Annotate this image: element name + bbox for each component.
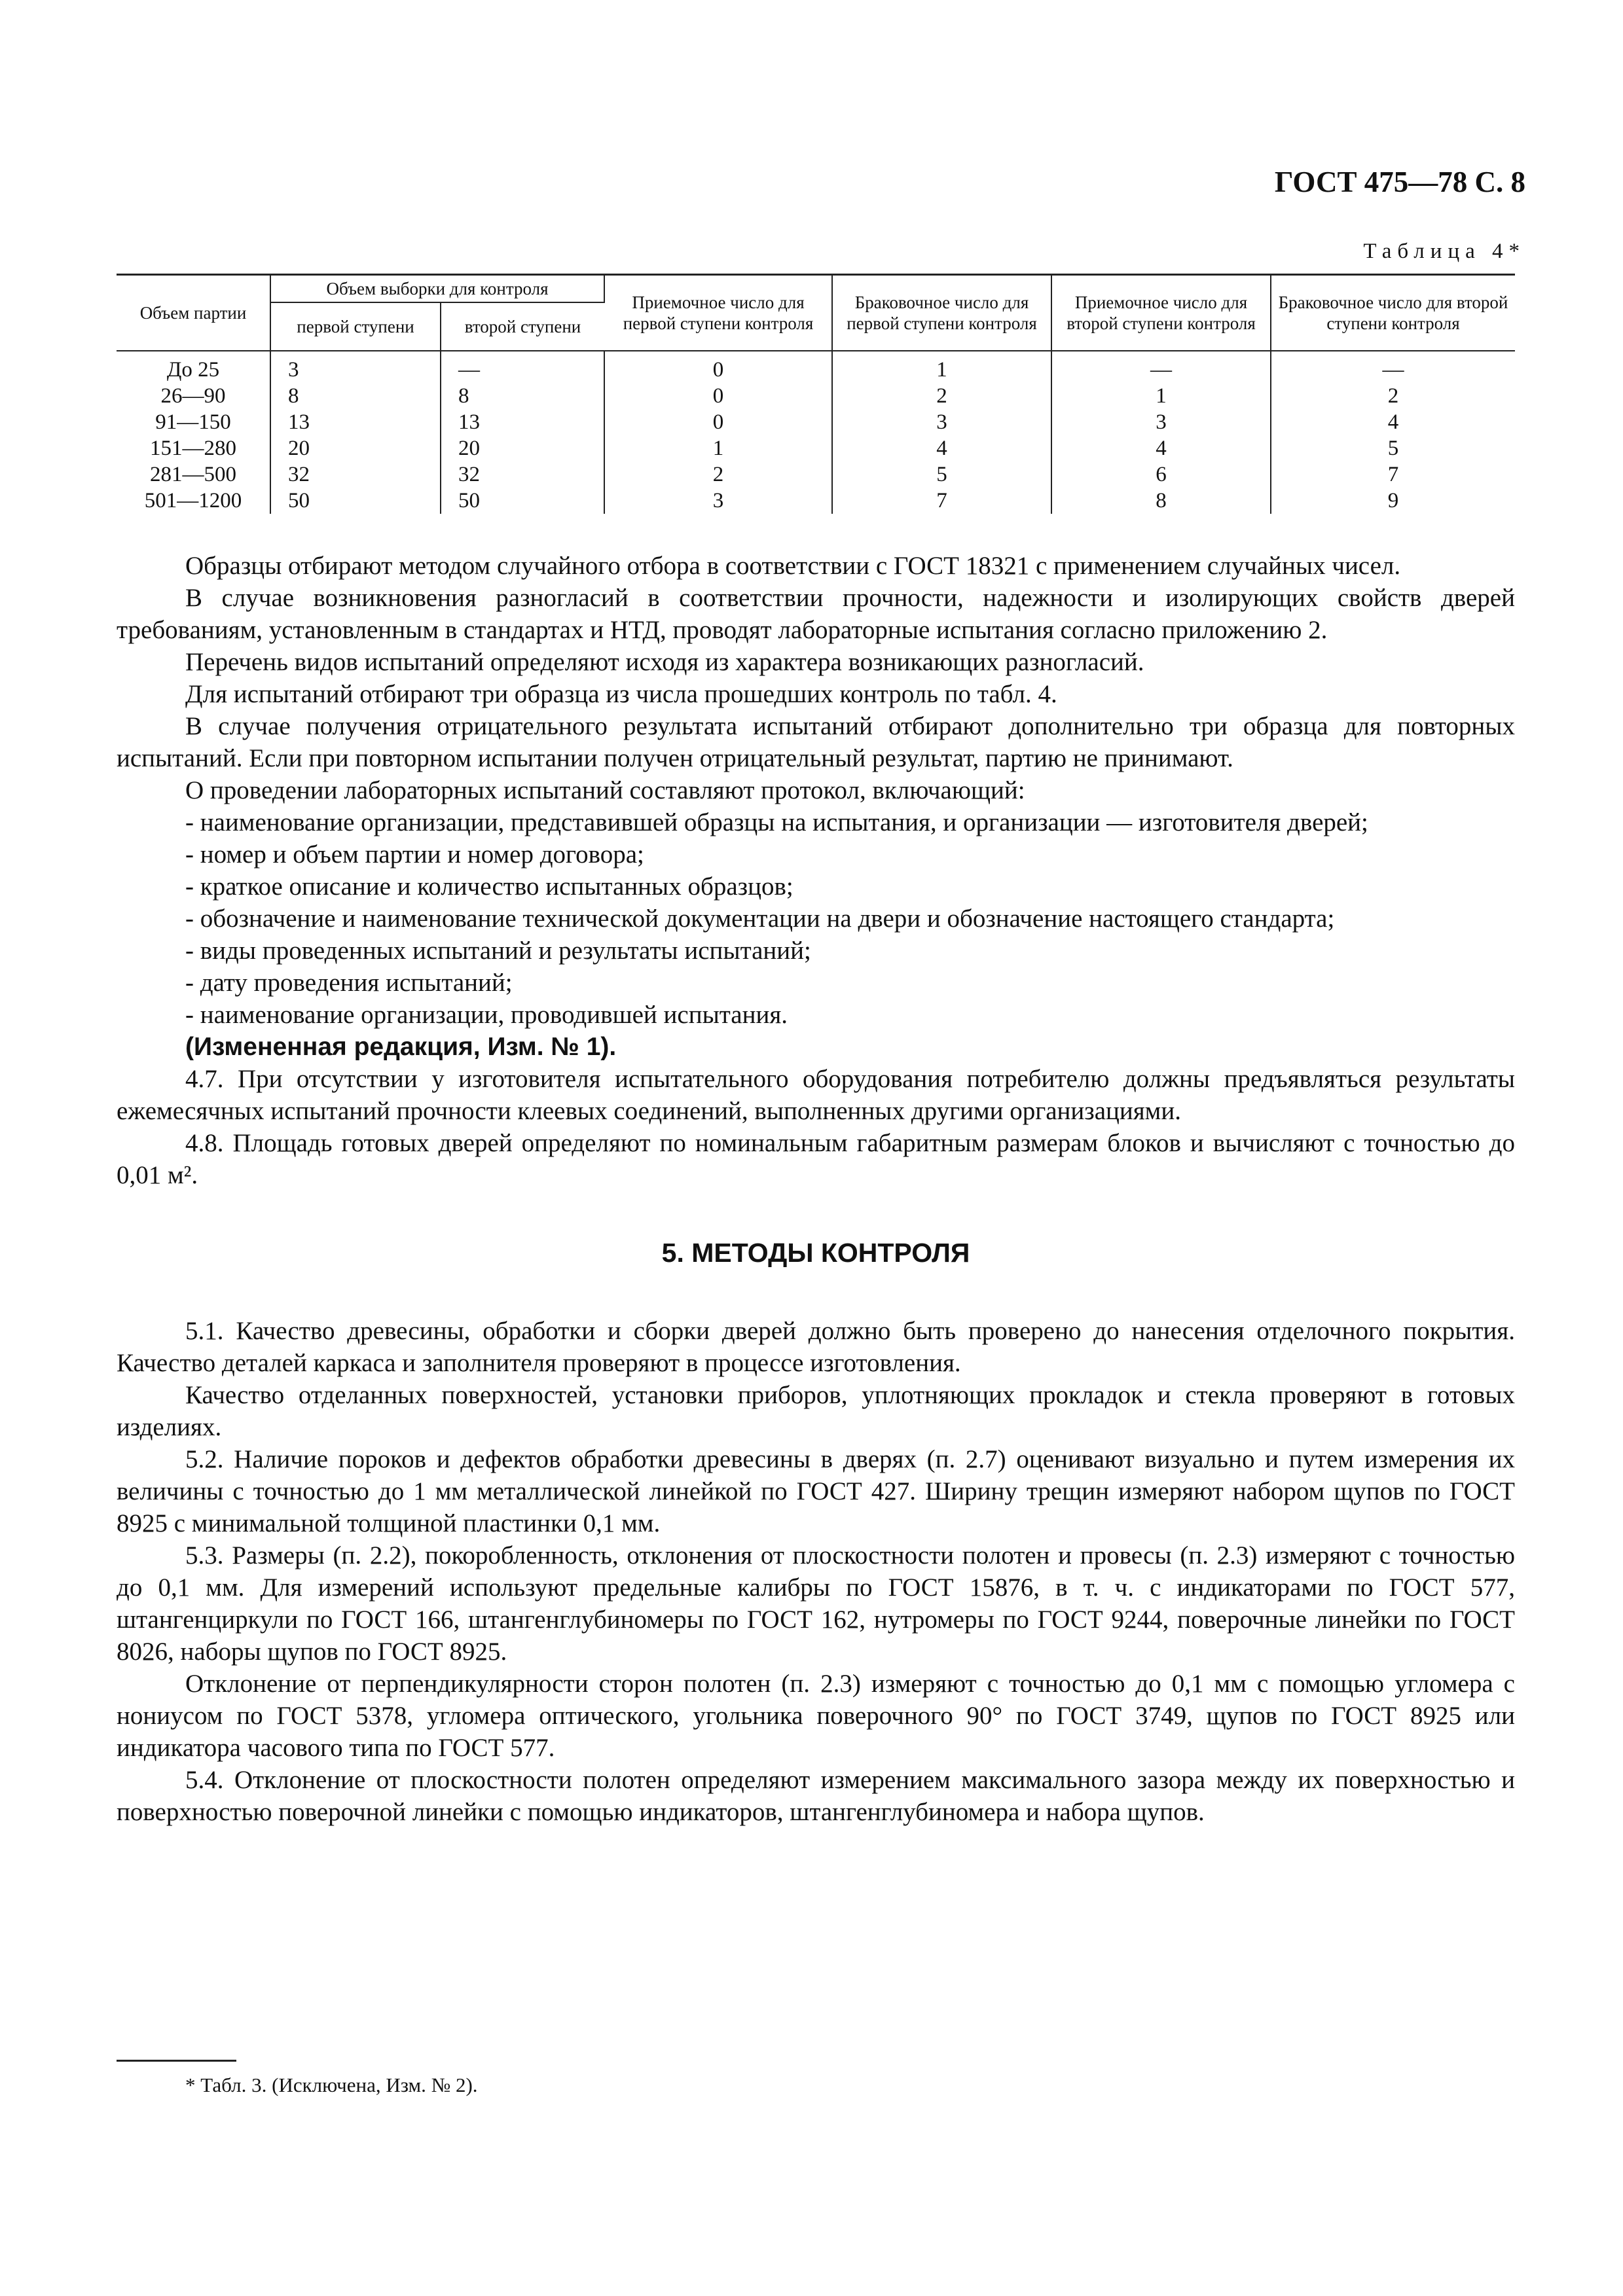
table-cell: 91—150: [117, 409, 270, 435]
paragraph-5-1: 5.1. Качество древесины, обработки и сборки дверей должно быть проверено до нанесения отделочного покрытия. Качество деталей каркаса и заполнителя проверяют в процессе изготовления.: [117, 1317, 1515, 1377]
header-sample-second: второй ступени: [441, 302, 604, 351]
table-cell: До 25: [117, 351, 270, 383]
header-reject-second: Браковочное число для второй ступени контроля: [1271, 275, 1515, 351]
list-item: - наименование организации, представившей образцы на испытания, и организации — изготовителя дверей;: [185, 808, 1368, 836]
paragraph: В случае возникновения разногласий в соответствии прочности, надежности и изолирующих свойств дверей требованиям, установленным в стандартах и НТД, проводят лабораторные испытания согласно приложению 2.: [117, 584, 1515, 644]
table-cell: 1: [832, 351, 1051, 383]
table-cell: 50: [441, 488, 604, 514]
table-cell: 7: [1387, 463, 1399, 486]
table-cell: 0: [604, 383, 832, 409]
table-cell: 26—90: [117, 383, 270, 409]
amendment-note: (Измененная редакция, Изм. № 1).: [185, 1033, 617, 1061]
table-row: [117, 461, 1515, 488]
table-cell: 1: [1051, 383, 1271, 409]
table-cell: 4: [832, 435, 1051, 461]
table-cell: 0: [604, 409, 832, 435]
table-cell: 501—1200: [117, 488, 270, 514]
paragraph-4-7: 4.7. При отсутствии у изготовителя испытательного оборудования потребителю должны предъявляться результаты ежемесячных испытаний прочности клеевых соединений, выполненных другими организациями.: [117, 1065, 1515, 1125]
table-cell: 2: [1387, 384, 1399, 408]
footnote: * Табл. 3. (Исключена, Изм. № 2).: [185, 2073, 478, 2096]
paragraph: Образцы отбирают методом случайного отбора в соответствии с ГОСТ 18321 с применением случайных чисел.: [185, 552, 1401, 580]
table-cell: 7: [832, 488, 1051, 514]
header-sample: Объем выборки для контроля: [270, 275, 604, 303]
table-cell: 3: [1051, 409, 1271, 435]
section-heading: 5. МЕТОДЫ КОНТРОЛЯ: [661, 1238, 970, 1268]
table-cell: 3: [270, 351, 441, 383]
paragraph: В случае получения отрицательного результата испытаний отбирают дополнительно три образца для повторных испытаний. Если при повторном испытании получен отрицательный результат, партию не принимают.: [117, 712, 1515, 772]
page-header: ГОСТ 475—78 С. 8: [1274, 166, 1525, 198]
table-cell: 4: [1387, 410, 1399, 434]
table-cell: 6: [1051, 461, 1271, 488]
table-cell: 281—500: [117, 461, 270, 488]
header-lot: Объем партии: [117, 275, 270, 351]
table-cell: 50: [270, 488, 441, 514]
table-cell: 32: [441, 461, 604, 488]
table-cell: 9: [1387, 489, 1399, 512]
header-sample-first: первой ступени: [270, 302, 441, 351]
paragraph: Отклонение от перпендикулярности сторон полотен (п. 2.3) измеряют с точностью до 0,1 мм с помощью угломера с нониусом по ГОСТ 5378, угломера оптического, угольника поверочного 90° по ГОСТ 3749, щупов по ГОСТ 8925 или индикатора часового типа по ГОСТ 577.: [117, 1670, 1515, 1762]
table-row: [117, 409, 1515, 435]
table-cell: 4: [1051, 435, 1271, 461]
table-cell: 3: [604, 488, 832, 514]
paragraph-5-3: 5.3. Размеры (п. 2.2), покоробленность, отклонения от плоскостности полотен и провесы (п. 2.3) измеряют с точностью до 0,1 мм. Для измерений используют предельные калибры по ГОСТ 15876, в т. ч. с индикаторами по ГОСТ 577, штангенциркули по ГОСТ 166, штангенглубиномеры по ГОСТ 162, нутромеры по ГОСТ 9244, поверочные линейки по ГОСТ 8026, наборы щупов по ГОСТ 8925.: [117, 1541, 1515, 1666]
table-cell: 8: [270, 383, 441, 409]
table-caption: Таблица 4*: [1363, 240, 1525, 263]
paragraph: Для испытаний отбирают три образца из числа прошедших контроль по табл. 4.: [185, 680, 1057, 708]
list-item: - дату проведения испытаний;: [185, 969, 513, 997]
list-item: - номер и объем партии и номер договора;: [185, 840, 644, 869]
list-item: - обозначение и наименование технической документации на двери и обозначение настоящего стандарта;: [185, 905, 1335, 933]
table-row: [117, 435, 1515, 461]
table-cell: 3: [832, 409, 1051, 435]
paragraph-4-8: 4.8. Площадь готовых дверей определяют по номинальным габаритным размерам блоков и вычисляют с точностью до 0,01 м².: [117, 1129, 1515, 1189]
table-cell: 8: [1051, 488, 1271, 514]
paragraph-5-2: 5.2. Наличие пороков и дефектов обработки древесины в дверях (п. 2.7) оценивают визуально и путем измерения их величины с точностью до 1 мм металлической линейкой по ГОСТ 427. Ширину трещин измеряют набором щупов по ГОСТ 8925 с минимальной толщиной пластинки 0,1 мм.: [117, 1445, 1515, 1537]
table-cell: 1: [604, 435, 832, 461]
table-cell: 2: [832, 383, 1051, 409]
table-4: [117, 274, 1515, 514]
table-row: [117, 351, 1515, 383]
paragraph-5-4: 5.4. Отклонение от плоскостности полотен определяют измерением максимального зазора между их поверхностью и поверхностью поверочной линейки с помощью индикаторов, штангенглубиномера и набора щупов.: [117, 1766, 1515, 1826]
table-cell: 32: [270, 461, 441, 488]
list-item: - виды проведенных испытаний и результаты испытаний;: [185, 937, 811, 965]
table-cell: 5: [1387, 437, 1399, 460]
table-cell: 0: [604, 351, 832, 383]
table-cell: 5: [832, 461, 1051, 488]
paragraph: Перечень видов испытаний определяют исходя из характера возникающих разногласий.: [185, 648, 1144, 676]
paragraph: Качество отделанных поверхностей, установки приборов, уплотняющих прокладок и стекла проверяют в готовых изделиях.: [117, 1381, 1515, 1441]
table-cell: 151—280: [117, 435, 270, 461]
table-row: [117, 488, 1515, 514]
table-cell: 20: [441, 435, 604, 461]
table-cell: 2: [604, 461, 832, 488]
table-cell: —: [441, 351, 604, 383]
list-item: - наименование организации, проводившей испытания.: [185, 1001, 788, 1029]
table-cell: 8: [441, 383, 604, 409]
list-item: - краткое описание и количество испытанных образцов;: [185, 872, 793, 901]
header-reject-first: Браковочное число для первой ступени контроля: [832, 275, 1051, 351]
body-text: [117, 550, 1515, 1828]
paragraph: О проведении лабораторных испытаний составляют протокол, включающий:: [185, 776, 1025, 804]
header-accept-first: Приемочное число для первой ступени контроля: [604, 275, 832, 351]
table-cell: —: [1382, 358, 1404, 382]
table-cell: 13: [441, 409, 604, 435]
table-cell: —: [1051, 351, 1271, 383]
table-cell: 20: [270, 435, 441, 461]
table-cell: 13: [270, 409, 441, 435]
footnote-divider: [117, 2060, 236, 2062]
header-accept-second: Приемочное число для второй ступени контроля: [1051, 275, 1271, 351]
table-row: [117, 383, 1515, 409]
